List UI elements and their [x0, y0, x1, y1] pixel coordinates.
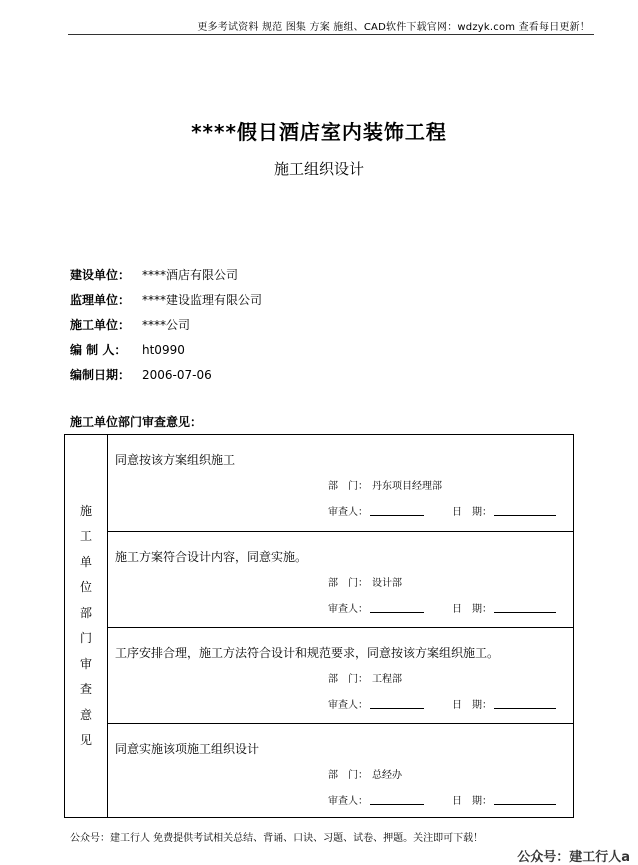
- info-label: 监理单位：: [70, 293, 131, 307]
- date-line: [494, 804, 556, 805]
- review-entry: [108, 435, 573, 531]
- dept-label: 部 门：: [328, 770, 368, 781]
- review-dept: [328, 670, 402, 685]
- reviewer-label: 审查人：: [328, 796, 368, 807]
- reviewer-label: 审查人：: [328, 507, 368, 518]
- date-label: 日 期：: [452, 604, 492, 615]
- side-char: 工: [79, 529, 92, 543]
- dept-value: 工程部: [372, 674, 402, 685]
- reviewer-line: [370, 708, 424, 709]
- dept-value: 总经办: [372, 770, 402, 781]
- review-entry: [108, 531, 573, 627]
- info-value: ****公司: [142, 318, 191, 332]
- date-line: [494, 515, 556, 516]
- side-char: 位: [79, 580, 92, 594]
- review-opinion: 同意实施该项施工组织设计: [115, 742, 260, 756]
- info-row-supervisor: [70, 287, 262, 312]
- review-sign-row: [328, 696, 556, 711]
- reviewer-line: [370, 804, 424, 805]
- info-label: 施工单位：: [70, 318, 131, 332]
- review-opinion: 施工方案符合设计内容，同意实施。: [115, 550, 308, 564]
- info-value: 2006-07-06: [142, 367, 212, 382]
- review-entries: [108, 435, 573, 817]
- side-char: 查: [79, 682, 92, 696]
- review-opinion: 工序安排合理，施工方法符合设计和规范要求，同意按该方案组织施工。: [115, 646, 500, 660]
- document-title: ****假日酒店室内装饰工程: [191, 120, 447, 144]
- page-header: 更多考试资料 规范 图集 方案 施组、CAD软件下载官网：wdzyk.com 查看每日更新！: [197, 22, 590, 33]
- review-dept: [328, 477, 442, 492]
- info-row-client: [70, 262, 262, 287]
- info-label: 编制日期：: [70, 368, 131, 382]
- date-label: 日 期：: [452, 796, 492, 807]
- info-row-author: [70, 337, 262, 362]
- dept-value: 设计部: [372, 578, 402, 589]
- page-footer: 公众号：建工行人 免费提供考试相关总结、背诵、口诀、习题、试卷、押题。关注即可下载！: [70, 833, 484, 844]
- reviewer-line: [370, 515, 424, 516]
- date-line: [494, 708, 556, 709]
- dept-value: 丹东项目经理部: [372, 481, 442, 492]
- header-rule: [68, 34, 594, 35]
- review-sign-row: [328, 792, 556, 807]
- side-char: 意: [79, 707, 92, 722]
- watermark: 公众号：建工行人a: [517, 850, 630, 865]
- date-line: [494, 612, 556, 613]
- info-label: 建设单位：: [70, 268, 131, 282]
- info-label: 编 制 人：: [70, 343, 127, 357]
- review-section-title: 施工单位部门审查意见：: [70, 415, 203, 429]
- review-sign-row: [328, 503, 556, 518]
- info-row-date: [70, 362, 262, 387]
- reviewer-label: 审查人：: [328, 700, 368, 711]
- review-opinion: 同意按该方案组织施工: [115, 453, 236, 467]
- reviewer-line: [370, 612, 424, 613]
- side-char: 部: [79, 605, 92, 620]
- review-dept: [328, 766, 402, 781]
- date-label: 日 期：: [452, 507, 492, 518]
- review-entry: [108, 627, 573, 723]
- reviewer-label: 审查人：: [328, 604, 368, 615]
- document-subtitle: 施工组织设计: [273, 160, 364, 178]
- date-label: 日 期：: [452, 700, 492, 711]
- review-entry: [108, 723, 573, 819]
- review-dept: [328, 574, 402, 589]
- project-info: [70, 262, 262, 387]
- info-value: ****酒店有限公司: [142, 268, 239, 282]
- info-value: ****建设监理有限公司: [142, 293, 263, 307]
- dept-label: 部 门：: [328, 578, 368, 589]
- review-sign-row: [328, 600, 556, 615]
- dept-label: 部 门：: [328, 481, 368, 492]
- dept-label: 部 门：: [328, 674, 368, 685]
- side-char: 审: [79, 656, 92, 671]
- side-char: 门: [79, 631, 92, 645]
- review-table: [64, 434, 574, 818]
- side-char: 单: [79, 554, 92, 569]
- side-char: 施: [79, 503, 92, 518]
- info-row-contractor: [70, 312, 262, 337]
- side-char: 见: [79, 733, 92, 747]
- info-value: ht0990: [142, 342, 185, 357]
- review-side-label: [65, 435, 108, 817]
